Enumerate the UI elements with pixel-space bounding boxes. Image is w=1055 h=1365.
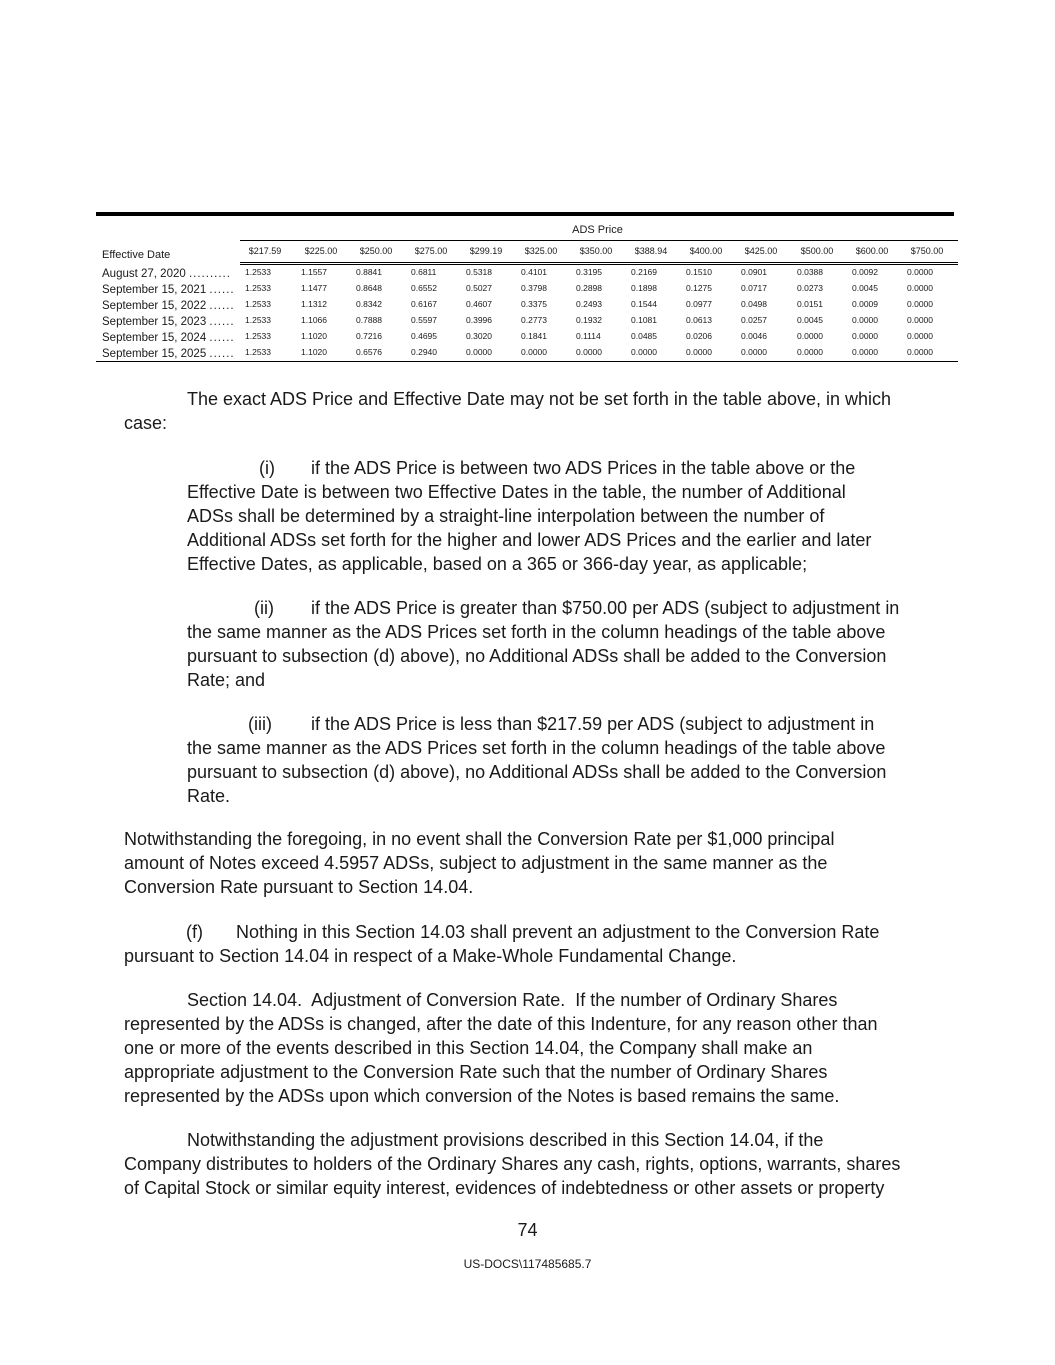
clause-ii-line-4: Rate; and — [187, 670, 266, 690]
table-cell: 0.1275 — [686, 283, 712, 293]
table-cell: 0.2169 — [631, 267, 657, 277]
clause-f-line-1: Nothing in this Section 14.03 shall prevent an adjustment to the Conversion Rate — [236, 922, 880, 942]
ads-price-header: ADS Price — [572, 224, 623, 236]
table-row-date — [102, 332, 235, 344]
clause-ii-line-1: if the ADS Price is greater than $750.00 per ADS (subject to adjustment in — [311, 598, 900, 618]
leader-dots: ...... — [209, 332, 235, 344]
column-header: $600.00 — [855, 246, 889, 256]
document-id: US-DOCS\117485685.7 — [463, 1257, 592, 1271]
column-header: $350.00 — [579, 246, 613, 256]
table-row-date — [102, 284, 235, 296]
table-cell: 0.0485 — [631, 331, 657, 341]
table-cell: 0.2773 — [521, 315, 547, 325]
table-cell: 0.8342 — [356, 299, 382, 309]
table-cell: 1.2533 — [245, 347, 271, 357]
adjustment-line-1: Notwithstanding the adjustment provisions described in this Section 14.04, if the — [187, 1130, 824, 1150]
table-cell: 0.5027 — [466, 283, 492, 293]
table-cell: 0.0498 — [741, 299, 767, 309]
row-date-label: September 15, 2024 — [102, 332, 207, 344]
column-header: $217.59 — [248, 246, 282, 256]
leader-dots: ...... — [209, 300, 235, 312]
table-cell: 0.1898 — [631, 283, 657, 293]
table-cell: 0.3020 — [466, 331, 492, 341]
leader-dots: .......... — [188, 268, 231, 280]
table-cell: 0.0000 — [852, 331, 878, 341]
table-cell: 0.6552 — [411, 283, 437, 293]
notwithstanding-line-2: amount of Notes exceed 4.5957 ADSs, subject to adjustment in the same manner as the — [124, 853, 828, 873]
section-1404-line-4: appropriate adjustment to the Conversion Rate such that the number of Ordinary Shares — [124, 1062, 828, 1082]
table-cell: 0.0000 — [797, 331, 823, 341]
leader-dots: ...... — [209, 284, 235, 296]
clause-f-line-2: pursuant to Section 14.04 in respect of a Make-Whole Fundamental Change. — [124, 946, 737, 966]
column-header: $299.19 — [469, 246, 503, 256]
table-cell: 0.3195 — [576, 267, 602, 277]
table-row-date — [102, 316, 235, 328]
table-cell: 0.2940 — [411, 347, 437, 357]
table-cell: 0.1114 — [576, 331, 601, 341]
table-cell: 0.0901 — [741, 267, 767, 277]
section-1404-line-3: one or more of the events described in this Section 14.04, the Company shall make an — [124, 1038, 813, 1058]
page-number: 74 — [517, 1220, 538, 1240]
table-cell: 0.0977 — [686, 299, 712, 309]
table-cell: 0.6576 — [356, 347, 382, 357]
table-cell: 1.1477 — [301, 283, 327, 293]
table-cell: 0.8648 — [356, 283, 382, 293]
table-cell: 0.6811 — [411, 267, 437, 277]
column-header: $275.00 — [414, 246, 448, 256]
column-header: $388.94 — [634, 246, 668, 256]
table-row-date — [102, 268, 231, 280]
header-rule — [240, 262, 958, 263]
table-cell: 1.2533 — [245, 331, 271, 341]
row-date-label: August 27, 2020 — [102, 268, 186, 280]
table-cell: 0.0000 — [907, 283, 933, 293]
table-cell: 0.0045 — [797, 315, 823, 325]
table-cell: 0.3798 — [521, 283, 547, 293]
clause-iii-label: (iii) — [248, 714, 272, 734]
table-cell: 1.2533 — [245, 315, 271, 325]
effective-date-header: Effective Date — [102, 249, 171, 261]
column-header: $400.00 — [689, 246, 723, 256]
table-cell: 0.1932 — [576, 315, 602, 325]
column-header: $325.00 — [524, 246, 558, 256]
table-cell: 0.0000 — [907, 267, 933, 277]
table-cell: 0.4101 — [521, 267, 547, 277]
table-cell: 0.0000 — [852, 315, 878, 325]
section-1404-line-1: Section 14.04. Adjustment of Conversion Rate. If the number of Ordinary Shares — [187, 990, 838, 1010]
clause-i-label: (i) — [259, 458, 275, 478]
table-cell: 0.5597 — [411, 315, 437, 325]
table-cell: 0.5318 — [466, 267, 492, 277]
table-cell: 0.7888 — [356, 315, 382, 325]
table-cell: 0.4607 — [466, 299, 492, 309]
clause-iii-line-4: Rate. — [187, 786, 231, 806]
table-cell: 0.0046 — [741, 331, 767, 341]
clause-ii-label: (ii) — [254, 598, 274, 618]
table-cell: 0.2898 — [576, 283, 602, 293]
table-cell: 1.2533 — [245, 283, 271, 293]
table-cell: 0.0000 — [907, 347, 933, 357]
table-cell: 0.1081 — [631, 315, 657, 325]
clause-ii-line-2: the same manner as the ADS Prices set forth in the column headings of the table above — [187, 622, 886, 642]
notwithstanding-line-3: Conversion Rate pursuant to Section 14.04. — [124, 877, 474, 897]
row-date-label: September 15, 2023 — [102, 316, 207, 328]
table-cell: 0.0273 — [797, 283, 823, 293]
adjustment-line-2: Company distributes to holders of the Ordinary Shares any cash, rights, options, warrants, shares — [124, 1154, 901, 1174]
table-cell: 0.0000 — [466, 347, 492, 357]
adjustment-line-3: of Capital Stock or similar equity interest, evidences of indebtedness or other assets or property — [124, 1178, 885, 1198]
table-cell: 0.0000 — [852, 347, 878, 357]
table-cell: 0.8841 — [356, 267, 382, 277]
ads-price-underline — [240, 240, 958, 241]
intro-line-1: The exact ADS Price and Effective Date may not be set forth in the table above, in which — [187, 389, 892, 409]
table-cell: 0.0000 — [907, 331, 933, 341]
table-cell: 0.0717 — [741, 283, 767, 293]
table-cell: 0.0000 — [686, 347, 712, 357]
table-cell: 0.1544 — [631, 299, 657, 309]
column-header: $425.00 — [744, 246, 778, 256]
table-cell: 0.0388 — [797, 267, 823, 277]
leader-dots: ...... — [209, 316, 235, 328]
table-cell: 1.1312 — [301, 299, 327, 309]
table-cell: 0.0000 — [631, 347, 657, 357]
table-cell: 0.3375 — [521, 299, 547, 309]
table-cell: 0.0151 — [797, 299, 823, 309]
intro-line-2: case: — [124, 413, 168, 433]
table-cell: 0.6167 — [411, 299, 437, 309]
clause-i-line-5: Effective Dates, as applicable, based on a 365 or 366-day year, as applicable; — [187, 554, 808, 574]
table-row-date — [102, 348, 235, 360]
table-cell: 0.0000 — [741, 347, 767, 357]
table-cell: 0.0613 — [686, 315, 712, 325]
row-date-label: September 15, 2025 — [102, 348, 207, 360]
table-cell: 0.0000 — [521, 347, 547, 357]
table-cell: 0.1510 — [686, 267, 712, 277]
clause-i-line-2: Effective Date is between two Effective Dates in the table, the number of Additional — [187, 482, 846, 502]
table-cell: 0.0009 — [852, 299, 878, 309]
column-header: $250.00 — [359, 246, 393, 256]
table-cell: 1.2533 — [245, 299, 271, 309]
table-cell: 0.0206 — [686, 331, 712, 341]
clause-i-line-4: Additional ADSs set forth for the higher and lower ADS Prices and the earlier and later — [187, 530, 872, 550]
column-header: $750.00 — [910, 246, 944, 256]
section-1404-line-2: represented by the ADSs is changed, after the date of this Indenture, for any reason other than — [124, 1014, 878, 1034]
clause-f-label: (f) — [186, 922, 203, 942]
column-header: $500.00 — [800, 246, 834, 256]
header-rule-2 — [240, 264, 958, 265]
table-cell: 0.4695 — [411, 331, 437, 341]
row-date-label: September 15, 2021 — [102, 284, 207, 296]
table-cell: 0.0000 — [797, 347, 823, 357]
notwithstanding-line-1: Notwithstanding the foregoing, in no event shall the Conversion Rate per $1,000 principal — [124, 829, 835, 849]
table-bottom-rule — [96, 361, 958, 362]
table-cell: 0.1841 — [521, 331, 547, 341]
table-cell: 1.1557 — [301, 267, 327, 277]
clause-iii-line-1: if the ADS Price is less than $217.59 per ADS (subject to adjustment in — [311, 714, 875, 734]
clause-i-line-3: ADSs shall be determined by a straight-line interpolation between the number of — [187, 506, 825, 526]
row-date-label: September 15, 2022 — [102, 300, 207, 312]
clause-ii-line-3: pursuant to subsection (d) above), no Additional ADSs shall be added to the Conversion — [187, 646, 887, 666]
table-cell: 0.0000 — [576, 347, 602, 357]
table-row-date — [102, 300, 235, 312]
table-cell: 0.0000 — [907, 315, 933, 325]
table-cell: 0.0257 — [741, 315, 767, 325]
table-top-rule — [96, 212, 954, 216]
table-cell: 1.1020 — [301, 331, 327, 341]
table-cell: 1.2533 — [245, 267, 271, 277]
clause-iii-line-3: pursuant to subsection (d) above), no Additional ADSs shall be added to the Conversion — [187, 762, 887, 782]
table-cell: 0.0045 — [852, 283, 878, 293]
table-cell: 0.0092 — [852, 267, 878, 277]
table-cell: 0.2493 — [576, 299, 602, 309]
leader-dots: ...... — [209, 348, 235, 360]
clause-iii-line-2: the same manner as the ADS Prices set forth in the column headings of the table above — [187, 738, 886, 758]
table-cell: 0.3996 — [466, 315, 492, 325]
table-cell: 0.7216 — [356, 331, 382, 341]
table-cell: 1.1020 — [301, 347, 327, 357]
clause-i-line-1: if the ADS Price is between two ADS Prices in the table above or the — [311, 458, 856, 478]
table-cell: 0.0000 — [907, 299, 933, 309]
section-1404-line-5: represented by the ADSs upon which conversion of the Notes is based remains the same. — [124, 1086, 840, 1106]
table-cell: 1.1066 — [301, 315, 327, 325]
column-header: $225.00 — [304, 246, 338, 256]
